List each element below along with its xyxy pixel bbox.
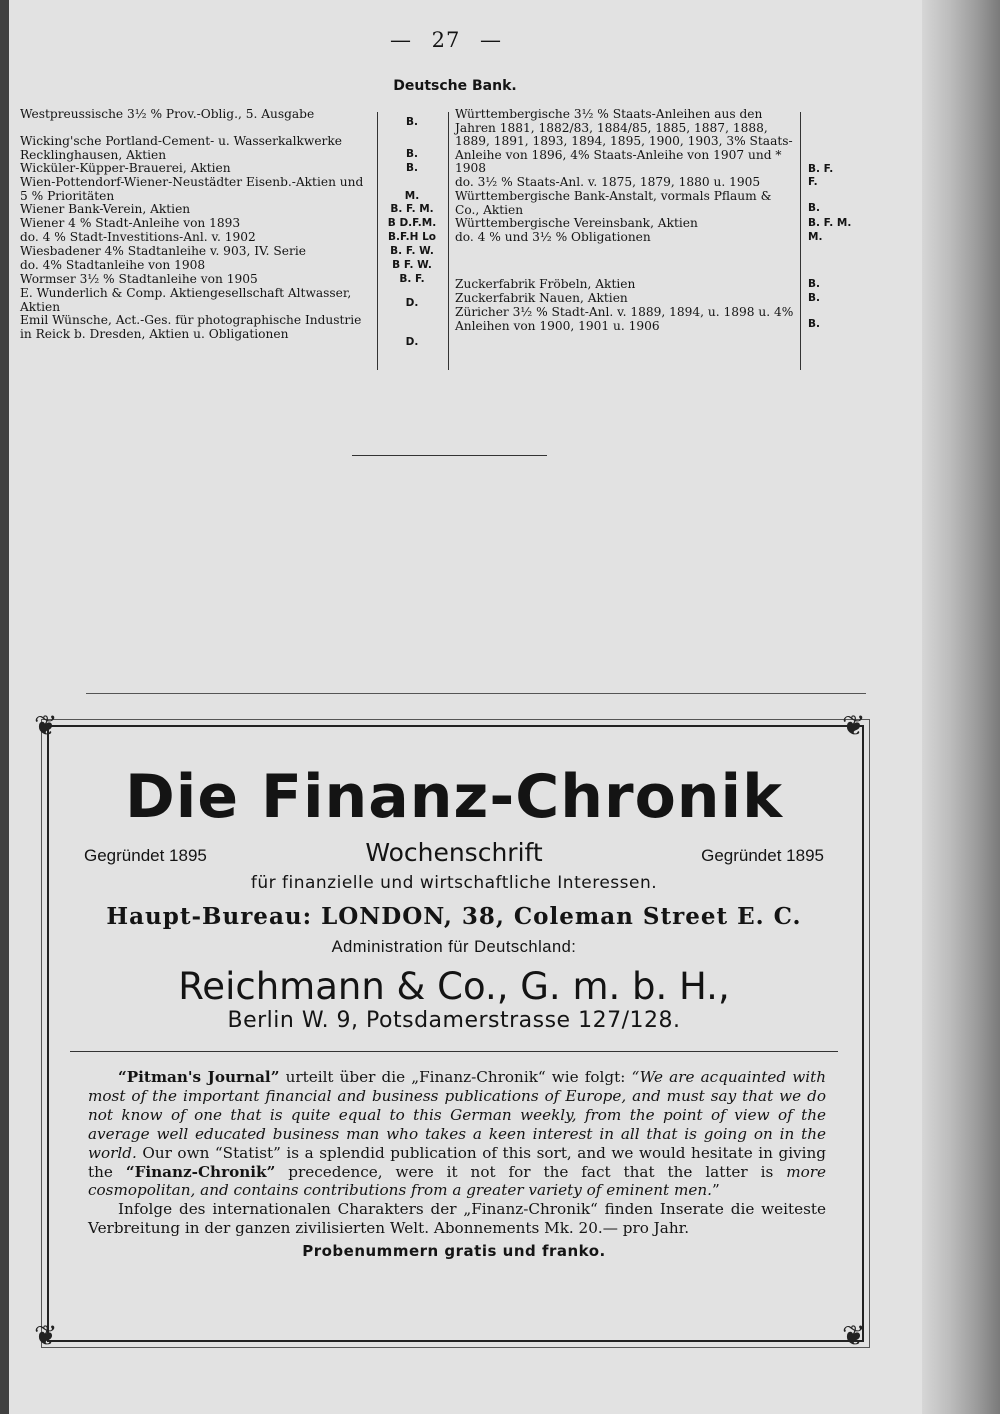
advertisement [64, 740, 844, 1260]
listing-entry: Wiesbadener 4% Stadtanleihe v. 903, IV. Serie [20, 244, 306, 258]
company-address: Berlin W. 9, Potsdamerstrasse 127/128. [227, 1008, 681, 1033]
quote-italic-part-1: “We are acquainted with most of the important financial and business publications of Europe, and must say that we do not know of one that is quite equal to this German weekly, from the point of view of the average well educated business man who takes a keen interest in all that is going on in the world. [88, 1068, 827, 1162]
listing-entry: do. 4 % Stadt-Investitions-Anl. v. 1902 [20, 230, 256, 244]
company-name: Reichmann & Co., G. m. b. H., [178, 965, 730, 1008]
listing-code: B. F. W. [390, 245, 434, 257]
administration-label: Administration für Deutschland: [331, 938, 577, 956]
listing-code: B. [808, 202, 820, 214]
quote-publication-name: “Finanz-Chronik” [125, 1162, 276, 1181]
listing-code: B. [406, 148, 418, 160]
listing-code: B. F. [808, 163, 834, 175]
ornament-corner-icon: ❦ [34, 709, 58, 742]
listing-code: B. [406, 162, 418, 174]
listing-entry: Wormser 3½ % Stadtanleihe von 1905 [20, 272, 258, 286]
listing-code: B. F. [399, 273, 425, 285]
press-quote [88, 1068, 826, 1238]
page-divider [86, 693, 866, 694]
listing-code: B. F. M. [390, 203, 434, 215]
listing-code: F. [808, 176, 818, 188]
founded-right: Gegründet 1895 [701, 846, 824, 865]
quote-plain-part-1: Our own “Statist” is a splendid publication of this sort, and we would hesitate in giving the [88, 1143, 826, 1181]
quote-intro: urteilt über die „Finanz-Chronik“ wie folgt: [285, 1068, 626, 1086]
listing-entry: Westpreussische 3½ % Prov.-Oblig., 5. Ausgabe [20, 107, 315, 121]
listing-entry: do. 3½ % Staats-Anl. v. 1875, 1879, 1880 u. 1905 [455, 175, 761, 189]
quote-italic-part-2: more cosmopolitan, and contains contributions from a greater variety of eminent men. [88, 1162, 827, 1200]
listing-entry: Emil Wünsche, Act.-Ges. für photographische Industrie in Reick b. Dresden, Aktien u. Obligationen [20, 313, 362, 341]
listing-entry: Wicking'sche Portland-Cement- u. Wasserkalkwerke Recklinghausen, Aktien [20, 134, 342, 162]
ornament-corner-icon: ❦ [34, 1319, 58, 1352]
listing-code: D. [405, 336, 419, 348]
ad-title: Die Finanz-Chronik [125, 762, 783, 832]
page-right-edge [922, 0, 1000, 1414]
section-end-rule [352, 455, 547, 456]
quote-source: “Pitman's Journal” [118, 1068, 280, 1086]
column-divider [377, 112, 378, 370]
listing-code: B. [808, 278, 820, 290]
listing-code: B. [406, 116, 418, 128]
listing-code: B. F. M. [808, 217, 852, 229]
listing-code: D. [405, 297, 419, 309]
column-divider [448, 112, 449, 370]
listing-entry: Württembergische Vereinsbank, Aktien [455, 216, 698, 230]
section-title: Deutsche Bank. [393, 78, 517, 94]
listing-code: B. [808, 292, 820, 304]
ad-subtitle: Wochenschrift [365, 838, 543, 867]
listing-entry: Zuckerfabrik Fröbeln, Aktien [455, 277, 636, 291]
right-listing-column [455, 108, 795, 333]
listing-entry: Württembergische Bank-Anstalt, vormals Pflaum & Co., Aktien [455, 189, 772, 217]
head-office: Haupt-Bureau: LONDON, 38, Coleman Street E. C. [106, 903, 802, 930]
listing-entry: do. 4 % und 3½ % Obligationen [455, 230, 651, 244]
listing-entry: Wien-Pottendorf-Wiener-Neustädter Eisenb.-Aktien und 5 % Prioritäten [20, 175, 364, 203]
listing-entry: Württembergische 3½ % Staats-Anleihen aus den Jahren 1881, 1882/83, 1884/85, 1885, 1887, 1888, 1889, 1891, 1893, 1894, 1895, 1900, 1903, 3% Staats-Anleihe von 1896, 4% Staats-Anleihe von 1907 und * 1908 [455, 107, 793, 176]
listing-code: M. [808, 231, 823, 243]
column-divider [800, 112, 801, 370]
page-left-edge [0, 0, 9, 1414]
founded-left: Gegründet 1895 [84, 846, 207, 865]
page-number: 27 [431, 28, 461, 52]
ornament-corner-icon: ❦ [842, 709, 866, 742]
ad-subtitle-row [64, 838, 844, 867]
listing-code: M. [404, 190, 420, 202]
ad-divider [70, 1051, 838, 1052]
listing-code: B.F.H Lo [388, 231, 436, 243]
left-listing-column [20, 108, 374, 341]
listing-entry: Züricher 3½ % Stadt-Anl. v. 1889, 1894, u. 1898 u. 4% Anleihen von 1900, 1901 u. 1906 [455, 305, 794, 333]
listing-entry: do. 4% Stadtanleihe von 1908 [20, 258, 206, 272]
page-number-dash: — [389, 28, 412, 52]
quote-end-mark: ” [711, 1181, 720, 1200]
ornament-corner-icon: ❦ [842, 1319, 866, 1352]
right-code-column [808, 108, 873, 332]
listing-entry: Wicküler-Küpper-Brauerei, Aktien [20, 161, 231, 175]
page-number-dash: — [480, 28, 503, 52]
sample-offer: Probenummern gratis und franko. [302, 1242, 606, 1261]
left-code-column [382, 108, 442, 350]
quote-plain-part-2: precedence, were it not for the fact that the latter is [288, 1162, 774, 1181]
closing-paragraph: Infolge des internationalen Charakters der „Finanz-Chronik“ finden Inserate die weiteste Verbreitung in der ganzen zivilisierten Welt. Abonnements Mk. 20.— pro Jahr. [88, 1200, 826, 1238]
listing-entry: E. Wunderlich & Comp. Aktiengesellschaft Altwasser, Aktien [20, 286, 352, 314]
listing-entry: Zuckerfabrik Nauen, Aktien [455, 291, 628, 305]
listing-entry: Wiener Bank-Verein, Aktien [20, 202, 191, 216]
listing-entry: Wiener 4 % Stadt-Anleihe von 1893 [20, 216, 241, 230]
listing-code: B. [808, 318, 820, 330]
page-number-line [386, 28, 506, 52]
listing-code: B D.F.M. [387, 217, 437, 229]
listing-code: B F. W. [392, 259, 432, 271]
ad-interests: für finanzielle und wirtschaftliche Interessen. [250, 873, 658, 893]
